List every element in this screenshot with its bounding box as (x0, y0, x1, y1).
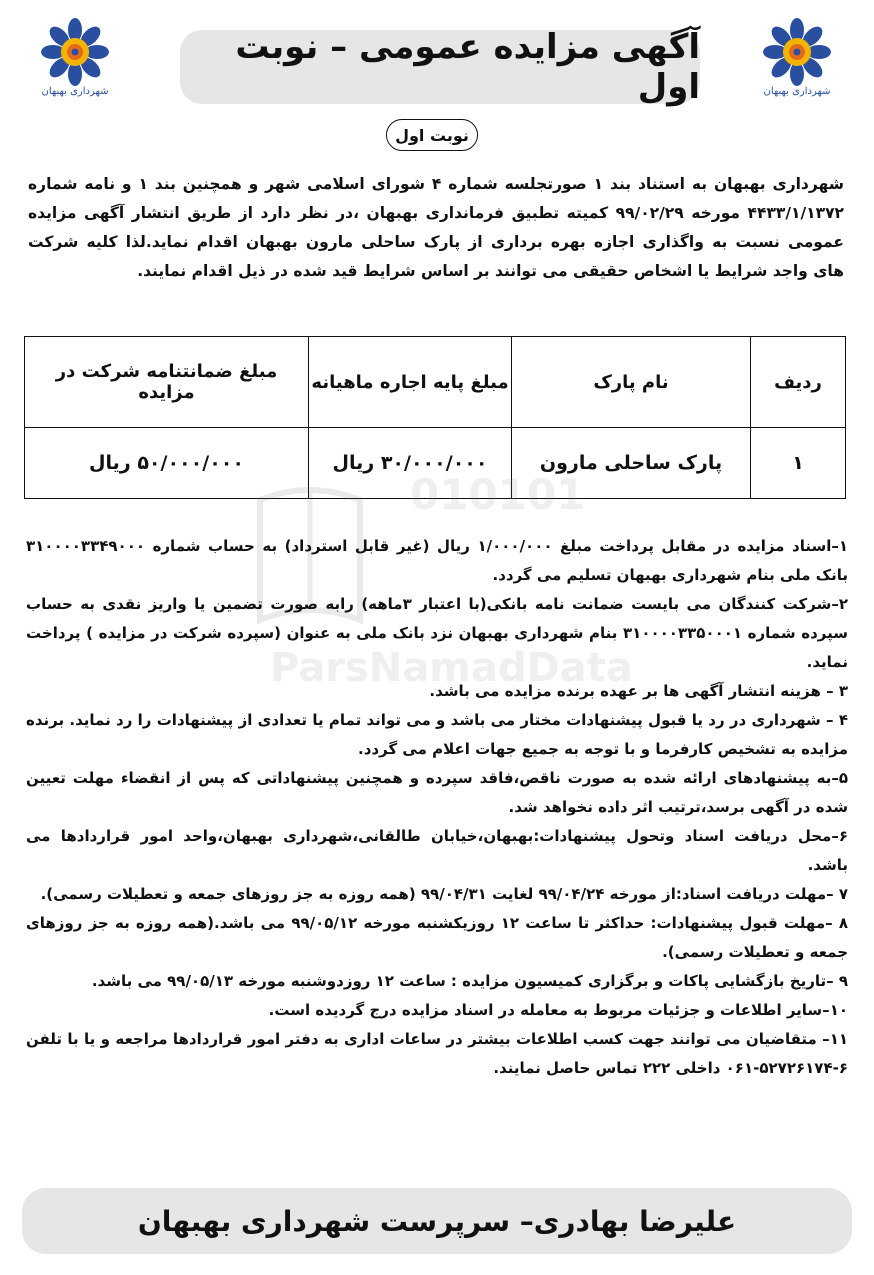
header-guarantee-amount: مبلغ ضمانتنامه شرکت در مزایده (25, 337, 309, 428)
list-item: ۱۱– متقاضیان می توانند جهت کسب اطلاعات بیشتر در ساعات اداری به دفتر امور قراردادها مراجعه و یا با تلفن ۶-۵۲۷۲۶۱۷۴-۰۶۱ داخلی ۲۲۲ تماس حاصل نمایند. (26, 1030, 848, 1077)
flower-emblem-icon (32, 16, 118, 88)
municipality-logo-right (736, 16, 858, 120)
cell-park-name: پارک ساحلی مارون (512, 428, 751, 499)
watermark-brand: ParsNamadData (270, 645, 633, 691)
list-item: ۳ – هزینه انتشار آگهی ها بر عهده برنده مزایده می باشد. (429, 682, 848, 700)
intro-line: ۴۴۳۳/۱/۱۳۷۲ مورخه ۹۹/۰۲/۲۹ کمیته تطبیق فرمانداری بهبهان ،در نظر دارد از طریق انتشار آگهی مزایده (28, 204, 844, 222)
signature-footer: علیرضا بهادری– سرپرست شهرداری بهبهان (22, 1188, 852, 1254)
auction-table (24, 336, 846, 499)
table-header-row (25, 337, 846, 428)
flower-emblem-icon (754, 16, 840, 88)
intro-line: شهرداری بهبهان به استناد بند ۱ صورتجلسه شماره ۴ شورای اسلامی شهر و همچنین بند ۱ و نامه شماره (28, 175, 845, 193)
list-item: ۱–اسناد مزایده در مقابل پرداخت مبلغ ۱/۰۰۰/۰۰۰ ریال (غیر قابل استرداد) به حساب شماره ۳۱۰۰۰۰۳۳۴۹۰۰۰ بانک ملی بنام شهرداری بهبهان تسلیم می گردد. (26, 537, 848, 584)
list-item: ۱۰–سایر اطلاعات و جزئیات مربوط به معامله در اسناد مزایده درج گردیده است. (268, 1001, 848, 1019)
cell-monthly-rent: ۳۰/۰۰۰/۰۰۰ ریال (309, 428, 512, 499)
watermark-code: 010101 (410, 470, 586, 519)
round-badge: نوبت اول (386, 119, 478, 151)
cell-guarantee-amount: ۵۰/۰۰۰/۰۰۰ ریال (25, 428, 309, 499)
list-item: ۸ –مهلت قبول پیشنهادات: حداکثر تا ساعت ۱۲ روزیکشنبه مورخه ۹۹/۰۵/۱۲ می باشد.(همه روزه به جز روزهای جمعه و تعطیلات رسمی). (26, 914, 848, 961)
list-item: ۵–به پیشنهادهای ارائه شده به صورت ناقص،فاقد سپرده و همچنین پیشنهاداتی که پس از انقضاء مهلت تعیین شده در آگهی برسد،ترتیب اثر داده نخواهد شد. (26, 769, 848, 816)
header-park-name: نام پارک (512, 337, 751, 428)
intro-paragraph (28, 170, 844, 286)
page-title: آگهی مزایده عمومی – نوبت اول (180, 30, 700, 104)
conditions-list (26, 532, 848, 1083)
cell-row-number: ۱ (751, 428, 846, 499)
intro-line: های واجد شرایط یا اشخاص حقیقی می توانند بر اساس شرایط قید شده در ذیل اقدام نمایند. (137, 262, 844, 280)
list-item: ۹ –تاریخ بازگشایی پاکات و برگزاری کمیسیون مزایده : ساعت ۱۲ روزدوشنبه مورخه ۹۹/۰۵/۱۳ می باشد. (91, 972, 848, 990)
list-item: ۶–محل دریافت اسناد وتحول پیشنهادات:بهبهان،خیابان طالقانی،شهرداری بهبهان،واحد امور قراردادها می باشد. (26, 827, 848, 874)
list-item: ۷ –مهلت دریافت اسناد:از مورخه ۹۹/۰۴/۲۴ لغایت ۹۹/۰۴/۳۱ (همه روزه به جز روزهای جمعه و تعطیلات رسمی). (40, 885, 848, 903)
municipality-logo-left (14, 16, 136, 120)
logo-caption: شهرداری بهبهان (41, 86, 109, 97)
header-monthly-rent: مبلغ پایه اجاره ماهیانه (309, 337, 512, 428)
intro-line: عمومی نسبت به واگذاری اجازه بهره برداری از پارک ساحلی مارون بهبهان اقدام نماید.لذا کلیه شرکت (28, 233, 844, 251)
list-item: ۲–شرکت کنندگان می بایست ضمانت نامه بانکی(با اعتبار ۳ماهه) رابه صورت تضمین یا واریز نقدی به حساب سپرده شماره ۳۱۰۰۰۰۳۳۵۰۰۰۱ بنام شهرداری بهبهان نزد بانک ملی به عنوان (سپرده شرکت در مزایده ) پرداخت نماید. (26, 595, 849, 671)
logo-caption: شهرداری بهبهان (763, 86, 831, 97)
list-item: ۴ – شهرداری در رد یا قبول پیشنهادات مختار می باشد و می تواند تمام یا تعدادی از پیشنهادات را رد نماید. برنده مزایده به تشخیص کارفرما و با توجه به جمیع جهات اعلام می گردد. (26, 711, 848, 758)
table-row (25, 428, 846, 499)
header-row-number: ردیف (751, 337, 846, 428)
